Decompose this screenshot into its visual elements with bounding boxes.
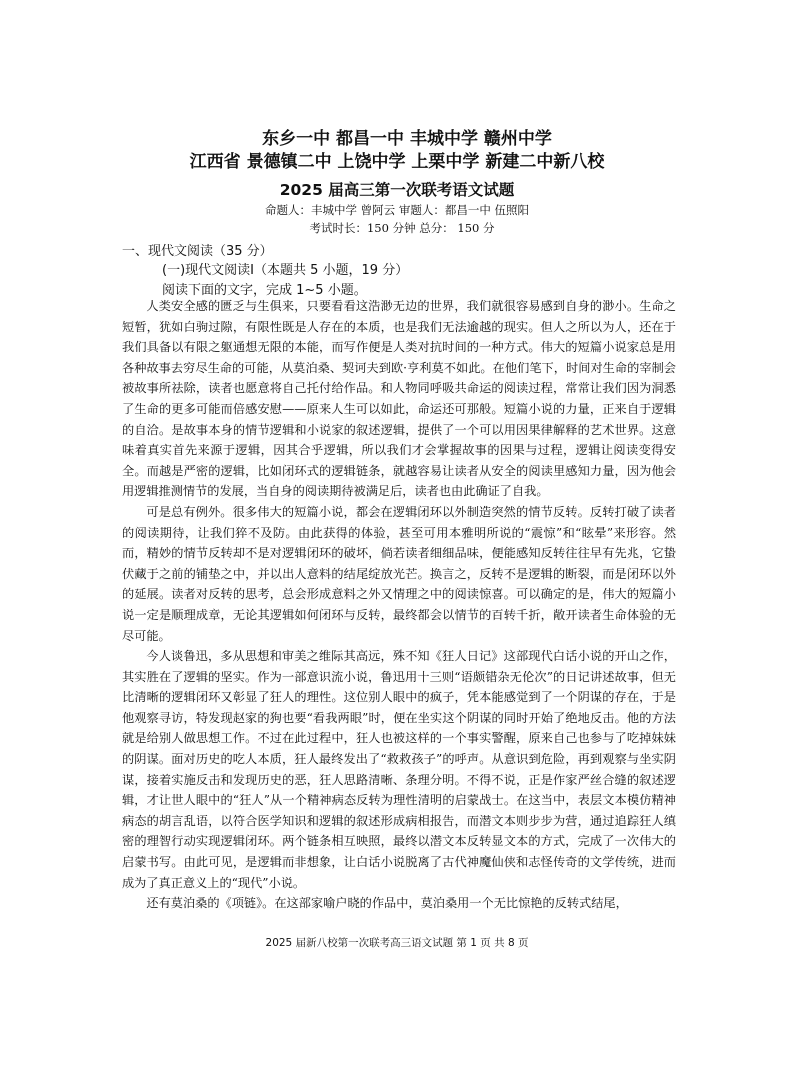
exam-authors: 命题人：丰城中学 曾阿云 审题人：都昌一中 伍照阳 — [265, 203, 529, 217]
passage-paragraph: 今人谈鲁迅，多从思想和审美之维际其高远，殊不知《狂人日记》这部现代白话小说的开山之作，其实胜在了逻辑的坚实。作为一部意识流小说，鲁迅用十三则“语颇错杂无伦次”的日记讲述故事，但无比清晰的逻辑闭环又彰显了狂人的理性。这位别人眼中的疯子，凭本能感觉到了一个阴谋的存在，于是他观察寻访，特发现赵家的狗也要“看我两眼”时，便在坐实这个阴谋的同时开始了绝地反击。他的方法就是给别人做思想工作。不过在此过程中，狂人也被这样的一个事实警醒，原来自己也参与了吃掉妹妹的阴谋。面对历史的吃人本质，狂人最终发出了“救救孩子”的呼声。从意识到危险，再到观察与坐实阴谋，接着实施反击和发现历史的恶，狂人思路清晰、条理分明。不得不说，正是作家严丝合缝的叙述逻辑，才让世人眼中的“狂人”从一个精神病态反转为理性清明的启蒙战士。在这当中，表层文本模仿精神病态的胡言乱语，以符合医学知识和逻辑的叙述形成病相报告，而潜文本则步步为营，通过追踪狂人缜密的理智行动实现逻辑闭环。两个链条相互映照，最终以潜文本反转显文本的方式，完成了一次伟大的启蒙书写。由此可见，是逻辑而非想象，让白话小说脱离了古代神魔仙侠和志怪传奇的文学传统，进而成为了真正意义上的“现代”小说。 — [122, 649, 676, 890]
section-instruction: 阅读下面的文字，完成 1~5 小题。 — [162, 283, 367, 298]
school-header — [0, 128, 794, 173]
page-footer: 2025 届新八校第一次联考高三语文试题 第 1 页 共 8 页 — [265, 937, 529, 949]
passage-paragraph: 人类安全感的匮乏与生俱来，只要看看这浩渺无边的世界，我们就很容易感到自身的渺小。生命之短暂，犹如白驹过隙，有限性既是人存在的本质，也是我们无法逾越的现实。但人之所以为人，还在于我们具备以有限之躯通想无限的本能，而写作便是人类对抗时间的一种方式。伟大的短篇小说家总是用各种故事去穷尽生命的可能，从莫泊桑、契诃夫到欧·亨利莫不如此。在他们笔下，时间对生命的宰制会被故事所祛除，读者也愿意将自己托付给作品。和人物同呼吸共命运的阅读过程，常常让我们因为洞悉了生命的更多可能而倍感安慰——原来人生可以如此，命运还可那般。短篇小说的力量，正来自于逻辑的自洽。是故事本身的情节逻辑和小说家的叙述逻辑，提供了一个可以用因果律解释的艺术世界。这意味着真实首先来源于逻辑，因其合乎逻辑，所以我们才会掌握故事的因果与过程，逻辑让阅读变得安全。而越是严密的逻辑，比如闭环式的逻辑链条，就越容易让读者从安全的阅读里感知力量，因为他会用逻辑推测情节的发展，当自身的阅读期待被满足后，读者也由此确证了自我。 — [122, 299, 676, 499]
exam-title: 2025 届高三第一次联考语文试题 — [279, 181, 515, 199]
school-line-2: 江西省 景德镇二中 上饶中学 上栗中学 新建二中新八校 — [189, 152, 605, 172]
reading-passage — [122, 296, 676, 914]
exam-duration: 考试时长：150 分钟 总分： 150 分 — [309, 221, 495, 235]
passage-paragraph: 还有莫泊桑的《项链》。在这部家喻户晓的作品中，莫泊桑用一个无比惊艳的反转式结尾， — [146, 896, 628, 911]
school-line-1: 东乡一中 都昌一中 丰城中学 赣州中学 — [262, 129, 552, 149]
passage-paragraph: 可是总有例外。很多伟大的短篇小说，都会在逻辑闭环以外制造突然的情节反转。反转打破了读者的阅读期待，让我们猝不及防。由此获得的体验，甚至可用本雅明所说的“震惊”和“眩晕”来形容。然而，精妙的情节反转却不是对逻辑闭环的破坏，倘若读者细细品味，便能感知反转往往早有先兆，它蛰伏藏于之前的铺垫之中，并以出人意料的结尾绽放光芒。换言之，反转不是逻辑的断裂，而是闭环以外的延展。读者对反转的思考，总会形成意料之外又情理之中的阅读惊喜。可以确定的是，伟大的短篇小说一定是顺理成章，无论其逻辑如何闭环与反转，最终都会以情节的百转千折，敞开读者生命体验的无尽可能。 — [122, 504, 676, 643]
section-subheading: (一)现代文阅读Ⅰ（本题共 5 小题，19 分） — [162, 263, 409, 278]
section-heading: 一、现代文阅读（35 分） — [122, 244, 273, 259]
